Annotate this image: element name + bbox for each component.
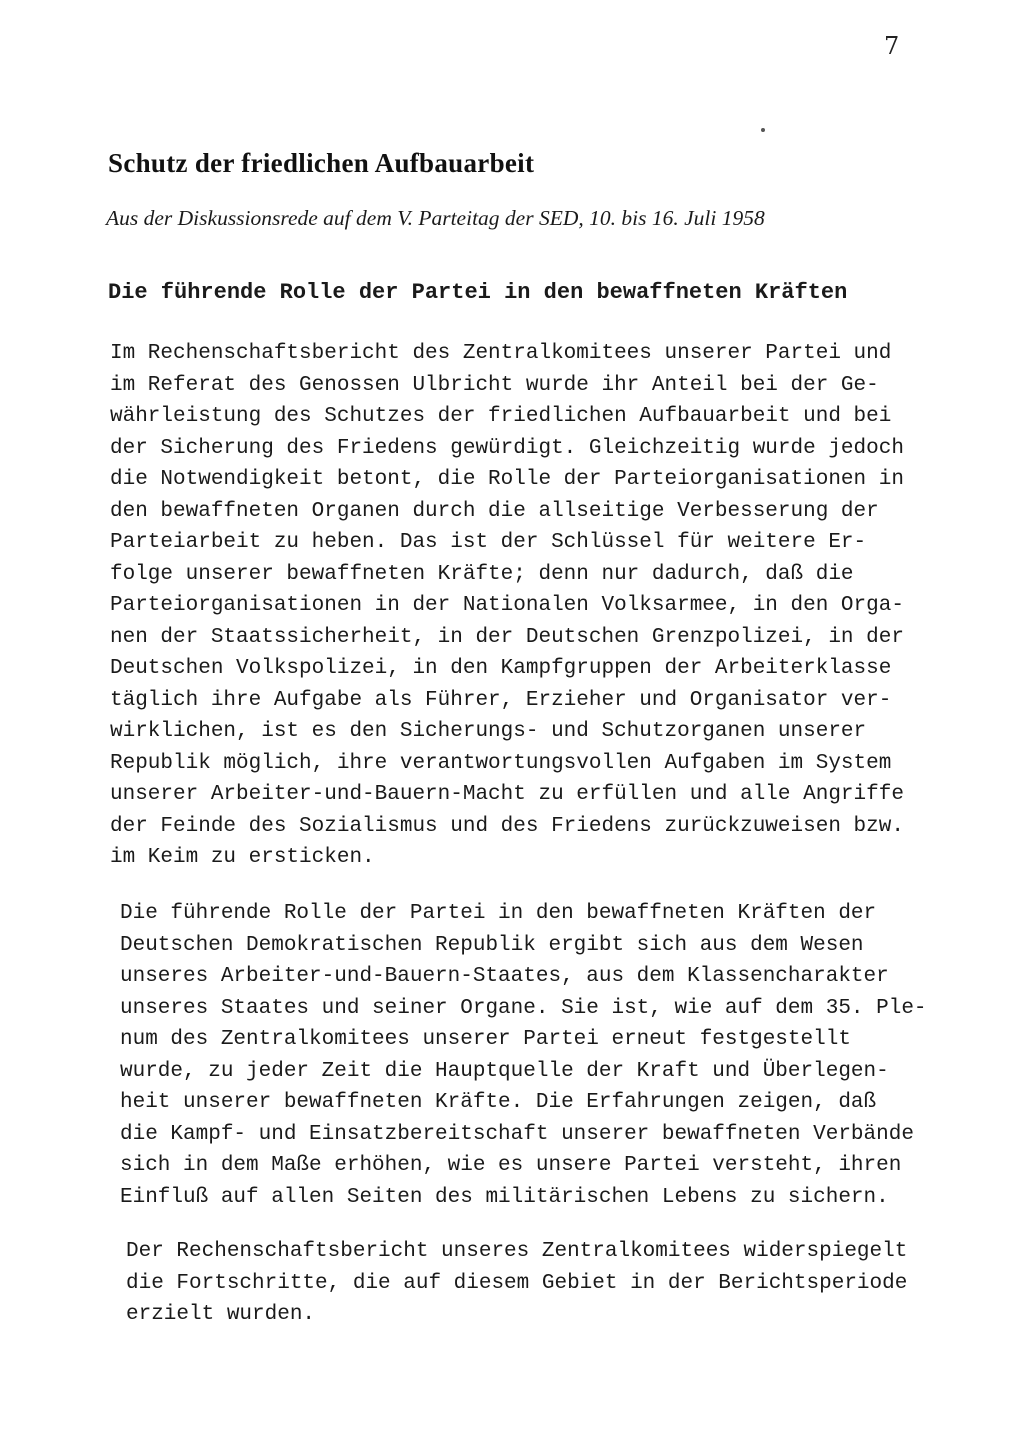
page-number: 7 [884, 32, 900, 60]
text-line: Parteiarbeit zu heben. Das ist der Schlüssel für weitere Er- [110, 531, 867, 554]
text-line: folge unserer bewaffneten Kräfte; denn nur dadurch, daß die [110, 562, 854, 586]
text-line: Einfluß auf allen Seiten des militärischen Lebens zu sichern. [120, 1185, 889, 1209]
paragraph-1 [110, 338, 904, 874]
text-line: Die führende Rolle der Partei in den bewaffneten Kräften der [120, 902, 877, 925]
text-line: Im Rechenschaftsbericht des Zentralkomitees unserer Partei und [110, 342, 892, 365]
text-line: Der Rechenschaftsbericht unseres Zentralkomitees widerspiegelt [126, 1240, 908, 1263]
text-line: täglich ihre Aufgabe als Führer, Erzieher und Organisator ver- [110, 688, 892, 712]
document-title: Schutz der friedlichen Aufbauarbeit [108, 148, 535, 178]
text-line: nen der Staatssicherheit, in der Deutschen Grenzpolizei, in der [110, 625, 904, 649]
text-line: die Fortschritte, die auf diesem Gebiet in der Berichtsperiode [126, 1271, 908, 1295]
text-line: der Sicherung des Friedens gewürdigt. Gleichzeitig wurde jedoch [110, 436, 904, 460]
text-line: heit unserer bewaffneten Kräfte. Die Erfahrungen zeigen, daß [120, 1091, 877, 1114]
text-line: erzielt wurden. [126, 1303, 316, 1326]
text-line: wurde, zu jeder Zeit die Hauptquelle der Kraft und Überlegen- [120, 1059, 889, 1083]
text-line: unserer Arbeiter-und-Bauern-Macht zu erfüllen und alle Angriffe [110, 783, 904, 806]
text-line: num des Zentralkomitees unserer Partei erneut festgestellt [120, 1028, 851, 1051]
text-line: den bewaffneten Organen durch die allseitige Verbesserung der [110, 499, 879, 523]
document-subtitle: Aus der Diskussionsrede auf dem V. Parteitag der SED, 10. bis 16. Juli 1958 [106, 206, 765, 230]
text-line: unseres Arbeiter-und-Bauern-Staates, aus dem Klassencharakter [120, 965, 889, 988]
section-heading: Die führende Rolle der Partei in den bewaffneten Kräften [108, 280, 848, 305]
text-line: im Keim zu ersticken. [110, 846, 375, 869]
text-line: sich in dem Maße erhöhen, wie es unsere Partei versteht, ihren [120, 1154, 902, 1177]
text-line: Deutschen Volkspolizei, in den Kampfgruppen der Arbeiterklasse [110, 657, 892, 680]
paragraph-3 [126, 1236, 907, 1331]
text-line: wirklichen, ist es den Sicherungs- und Schutzorganen unserer [110, 720, 867, 743]
text-line: unseres Staates und seiner Organe. Sie ist, wie auf dem 35. Ple- [120, 996, 927, 1020]
scan-speck [761, 128, 765, 132]
text-line: Deutschen Demokratischen Republik ergibt sich aus dem Wesen [120, 933, 864, 957]
text-line: die Notwendigkeit betont, die Rolle der Parteiorganisationen in [110, 468, 904, 491]
text-line: im Referat des Genossen Ulbricht wurde ihr Anteil bei der Ge- [110, 373, 879, 397]
text-line: Republik möglich, ihre verantwortungsvollen Aufgaben im System [110, 751, 892, 775]
text-line: der Feinde des Sozialismus und des Friedens zurückzuweisen bzw. [110, 814, 904, 838]
text-line: währleistung des Schutzes der friedlichen Aufbauarbeit und bei [110, 405, 892, 428]
text-line: Parteiorganisationen in der Nationalen Volksarmee, in den Orga- [110, 594, 904, 617]
paragraph-2 [120, 898, 927, 1213]
text-line: die Kampf- und Einsatzbereitschaft unserer bewaffneten Verbände [120, 1122, 914, 1146]
